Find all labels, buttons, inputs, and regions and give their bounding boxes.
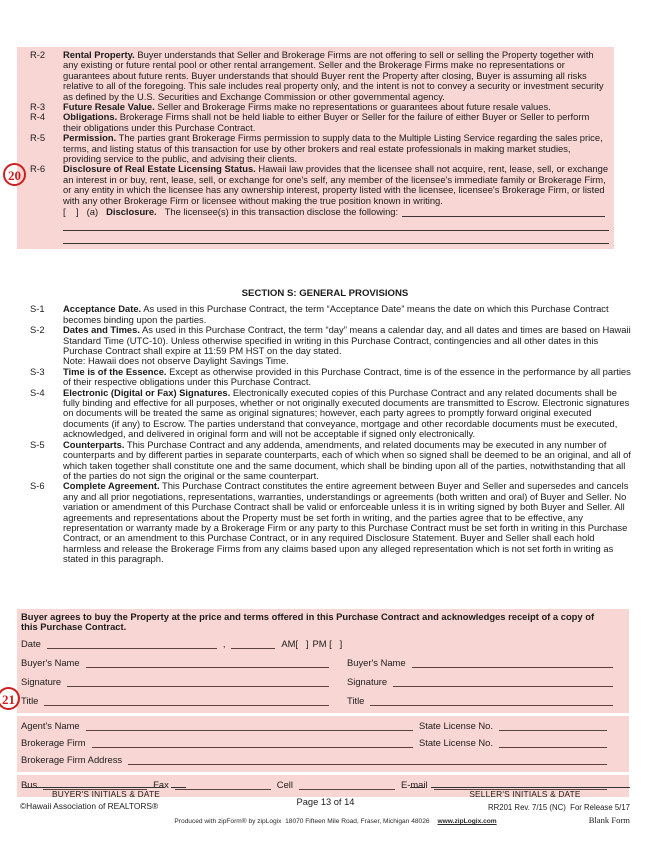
buyer-acknowledgement-block (17, 609, 629, 713)
provision-text: As used in this Purchase Contract, the term “Acceptance Date” means the date on which this Purchase Contract becomes binding upon the parties. (63, 303, 609, 325)
buyers-name-row (21, 658, 613, 669)
buyer2-title-line[interactable] (370, 696, 613, 706)
provision-title: Counterparts. (63, 438, 125, 450)
provision-title: Time is of the Essence. (63, 365, 167, 377)
provision-body (63, 481, 633, 564)
provision-number (17, 206, 63, 217)
provision-s3 (17, 367, 633, 388)
brokerage-firm-label: Brokerage Firm (21, 737, 86, 749)
provision-number: R-2 (30, 49, 46, 60)
provision-number: S-4 (30, 386, 45, 398)
provision-s1 (17, 304, 633, 325)
buyer-initials-label: BUYER'S INITIALS & DATE (52, 789, 160, 799)
provision-number: R-6 (30, 163, 46, 175)
disclosure-text: The licensee(s) in this transaction disclose the following: (164, 206, 399, 218)
title-row (21, 696, 613, 707)
disclosure-checkbox[interactable]: [ ] (63, 206, 79, 218)
provision-number: R-4 (30, 111, 46, 123)
provision-body (63, 367, 633, 388)
provision-r2 (17, 50, 614, 102)
agent-info-block (17, 716, 629, 772)
provision-number: R-5 (30, 132, 46, 144)
provision-text: Except as otherwise provided in this Purchase Contract, time is of the essence in the performance by all parties of their respective obligations under this Purchase Contract. (63, 365, 631, 388)
buyer1-name-field (21, 658, 329, 669)
am-checkbox[interactable]: AM[ ] (281, 638, 309, 650)
buyer2-name-line[interactable] (412, 658, 613, 668)
provision-number: S-5 (30, 438, 45, 450)
buyer2-title-field (347, 696, 613, 707)
provision-body (63, 325, 633, 367)
buyer2-signature-line[interactable] (393, 677, 613, 687)
provision-title: Electronic (Digital or Fax) Signatures. (63, 386, 231, 398)
provision-title: Disclosure of Real Estate Licensing Status. (63, 163, 256, 175)
provision-text: Brokerage Firms shall not be held liable to either Buyer or Seller for the failure of either Buyer or Seller to perform their obligations under this Purchase Contract. (63, 111, 590, 133)
provision-body (63, 50, 614, 102)
disclosure-blank-line-2[interactable] (63, 231, 609, 244)
provision-text: Electronically executed copies of this Purchase Contract and any related documents shall be fully binding and effective for all purposes, whether or not originally executed documents are transmitted to Escrow. Electronic signatures on documents will be treated the same as original signatures; however, each party agrees to promptly forward original executed documents (if any) to Escrow. The parties understand that conveyance, mortgage and other recordable documents must be executed, acknowledged, and delivered in original form and will not be acceptable if signed only electronically. (63, 386, 630, 440)
provision-body (63, 440, 633, 482)
provision-text: This Purchase Contract and any addenda, amendments, and related documents may be executed in any number of counterparts and by different parties in separate counterparts, each of which when so signed shall be deemed to be an original, and all of which taken together shall constitute one and the same document, which shall be binding upon all of the parties, notwithstanding that all of the parties do not sign the original or the same counterpart. (63, 438, 631, 481)
signature-row (21, 677, 613, 688)
provision-text: This Purchase Contract constitutes the entire agreement between Buyer and Seller and supersedes and cancels any and all prior negotiations, representations, warranties, understandings or agreements (both written and oral) of Buyer and Seller. No variation or amendment of this Purchase Contract shall be valid or enforceable unless it is in writing signed by both Buyer and Seller. All agreements and representations about the Property must be set forth in writing, and the parties agree that to be effective, any representation or warranty made by a Brokerage Firm or any party to this Purchase Contract must be set forth in writing in this Purchase Contract, or an amendment to this Purchase Contract, or in any required Disclosure Statement. Buyer and Seller shall each hold harmless and release the Brokerage Firms from any claims based upon any alleged representation which is not set forth in writing as stated in this paragraph. (63, 480, 629, 565)
disclosure-title: Disclosure. (106, 206, 157, 218)
signature-label: Signature (347, 676, 388, 688)
provision-s2 (17, 325, 633, 367)
provision-title: Complete Agreement. (63, 480, 160, 492)
signature-section (17, 609, 629, 800)
disclosure-row-wrap (17, 206, 614, 217)
title-label: Title (21, 695, 39, 707)
form-revision-text: RR201 Rev. 7/15 (NC) For Release 5/17 (488, 803, 630, 812)
annotation-circle-21: 21 (0, 687, 20, 710)
agents-name-label: Agent's Name (21, 720, 80, 732)
buyers-name-label: Buyer's Name (347, 657, 406, 669)
brokerage-address-line[interactable] (128, 755, 607, 765)
buyer2-signature-field (347, 677, 613, 688)
cell-label: Cell (276, 779, 293, 791)
produced-by-line (20, 817, 651, 827)
brokerage-firm-line[interactable] (92, 738, 413, 748)
provision-s6 (17, 481, 633, 564)
provision-text: Hawaii law provides that the licensee shall not acquire, rent, lease, sell, or exchange an interest in or buy, rent, lease, sell, or exchange for one's self, any member of the licensee's immediate family or Brokerage Firm, or any entity in which the licensee has any ownership interest, property listed with the licensee, licensee's Brokerage Firm, or listed with any other Brokerage Firm or licensee without making the true position known in writing. (63, 163, 609, 206)
comma-label: , (222, 638, 226, 650)
disclosure-row (63, 207, 614, 217)
seller-date-line[interactable] (410, 787, 425, 788)
agent-name-row (21, 721, 613, 732)
brokerage-firm-address-label: Brokerage Firm Address (21, 754, 123, 766)
buyer1-title-line[interactable] (44, 696, 329, 706)
disclosure-field-line[interactable] (402, 208, 605, 217)
provision-body (63, 304, 633, 325)
title-label: Title (347, 695, 365, 707)
buyer-date-line[interactable] (171, 787, 186, 788)
provision-number: S-2 (30, 324, 45, 336)
buyer2-name-field (347, 658, 613, 669)
provision-title: Acceptance Date. (63, 303, 142, 315)
provision-text: The parties grant Brokerage Firms permission to supply data to the Multiple Listing Service regarding the sales price, terms, and listing status of this transaction for use by other brokers and real estate professionals in making market studies, providing service to the public, and advising their clients. (63, 132, 603, 165)
provision-title: Future Resale Value. (63, 101, 155, 113)
disclosure-blank-line-1[interactable] (63, 218, 609, 231)
provision-body (63, 112, 614, 133)
state-license-label: State License No. (418, 737, 493, 749)
provision-title: Obligations. (63, 111, 118, 123)
provision-title: Permission. (63, 132, 117, 144)
pm-checkbox[interactable]: PM [ ] (312, 638, 343, 650)
buyer1-name-line[interactable] (86, 658, 329, 668)
copyright-text: ©Hawaii Association of REALTORS® (20, 801, 159, 811)
provision-text: As used in this Purchase Contract, the term “day” means a calendar day, and all dates and times are based on Hawaii Standard Time (UTC-10). Unless otherwise specified in writing in this Purchase Contract, contingencies and all other dates in this Purchase Contract shall expire at 11:59 PM HST on the day stated. (63, 324, 631, 357)
provision-r6 (17, 164, 614, 206)
brokerage-firm-row (21, 738, 613, 749)
provision-number: R-3 (30, 101, 46, 113)
provision-r4 (17, 112, 614, 133)
provision-note: Note: Hawaii does not observe Daylight Savings Time. (63, 355, 289, 367)
provision-body (63, 164, 614, 206)
date-field-line[interactable] (47, 639, 217, 649)
provision-number: S-1 (30, 303, 45, 315)
provision-title: Rental Property. (63, 49, 135, 60)
state-license-label: State License No. (418, 720, 493, 732)
buyer1-signature-line[interactable] (67, 677, 329, 687)
section-r-highlighted-block (17, 47, 614, 249)
cell-line[interactable] (299, 780, 395, 790)
seller-initials-line[interactable] (431, 787, 630, 788)
email-label: E-mail (400, 779, 428, 791)
produced-text: Produced with zipForm® by zipLogix 18070 Fifteen Mile Road, Fraser, Michigan 48026 (174, 818, 430, 825)
ziplogix-link[interactable]: www.zipLogix.com (437, 818, 497, 825)
section-s (17, 289, 633, 565)
provision-number: S-6 (30, 480, 45, 492)
signature-label: Signature (21, 676, 62, 688)
buyer1-title-field (21, 696, 329, 707)
provision-s5 (17, 440, 633, 482)
fax-label: Fax (153, 779, 169, 791)
buyers-name-label: Buyer's Name (21, 657, 80, 669)
agent-license-line[interactable] (499, 721, 607, 731)
buyer-agreement-statement: Buyer agrees to buy the Property at the price and terms offered in this Purchase Contract and acknowledges receipt of a copy of this Purchase Contract. (21, 611, 595, 633)
provision-body (63, 388, 633, 440)
seller-initials-label: SELLER'S INITIALS & DATE (469, 789, 581, 799)
time-field-line[interactable] (231, 639, 275, 649)
agent-name-line[interactable] (86, 721, 413, 731)
date-row (21, 639, 613, 650)
annotation-circle-20: 20 (3, 163, 26, 186)
section-s-heading: SECTION S: GENERAL PROVISIONS (241, 288, 409, 299)
blank-form-label: Blank Form (588, 815, 630, 825)
provision-s4 (17, 388, 633, 440)
disclosure-marker: (a) (86, 206, 99, 218)
provision-text: Buyer understands that Seller and Brokerage Firms are not offering to sell or selling the Property together with any existing or future rental pool or other rental arrangement. Seller and the Brokerage Firms make no representations or guarantees about future rents. Buyer understands that should Buyer rent the Property after closing, Buyer is assuming all risks relative to all of the foregoing. This sale includes real property only, and the intent is not to convey a security or investment security as defined by the U.S. Securities and Exchange Commission or other governmental agency. (63, 49, 604, 102)
page-number: Page 13 of 14 (296, 797, 355, 807)
provision-r5 (17, 133, 614, 164)
date-label: Date (21, 638, 41, 650)
buyer1-signature-field (21, 677, 329, 688)
firm-license-line[interactable] (499, 738, 607, 748)
provision-body (63, 133, 614, 164)
provision-title: Dates and Times. (63, 324, 140, 336)
buyer-initials-line[interactable] (25, 787, 165, 788)
provision-text: Seller and Brokerage Firms make no representations or guarantees about future resale values. (157, 101, 551, 113)
provision-number: S-3 (30, 365, 45, 377)
brokerage-address-row (21, 755, 613, 766)
fax-line[interactable] (175, 780, 271, 790)
bus-label: Bus (21, 779, 38, 791)
